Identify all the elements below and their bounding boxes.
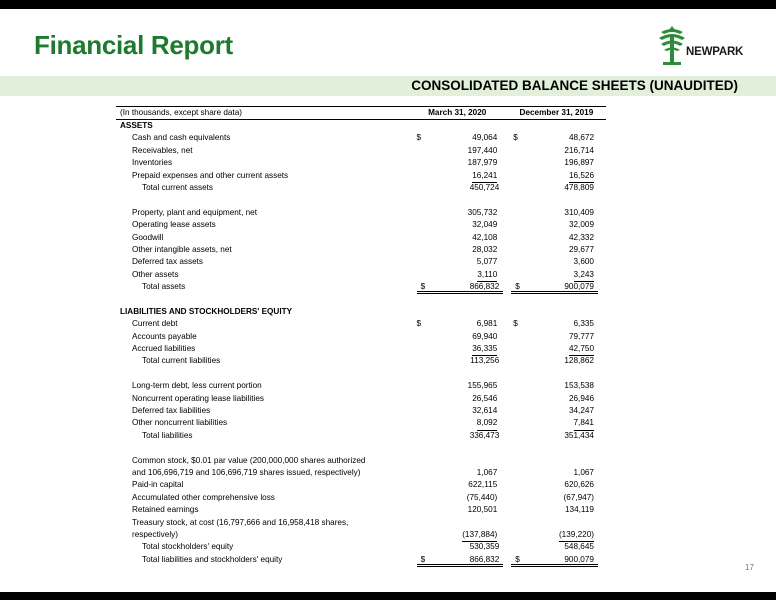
- value-cell-dec-2019: [509, 194, 606, 206]
- row-label: [116, 368, 413, 380]
- value-cell-mar-2020: [413, 529, 510, 541]
- value-cell-dec-2019: [509, 207, 606, 219]
- row-value: 450,724: [469, 182, 500, 192]
- row-value: 48,672: [568, 133, 594, 143]
- row-value: 7,841: [574, 417, 595, 430]
- value-cell-mar-2020: [413, 207, 510, 219]
- value-cell-mar-2020: [413, 343, 510, 355]
- value-cell-mar-2020: [413, 157, 510, 169]
- table-row: [116, 170, 606, 182]
- value-cell-mar-2020: [413, 194, 510, 206]
- row-label: Property, plant and equipment, net: [132, 207, 258, 217]
- table-row: [116, 132, 606, 144]
- table-row: [116, 442, 606, 454]
- value-cell-dec-2019: [509, 405, 606, 417]
- value-cell-mar-2020: [413, 417, 510, 429]
- value-cell-mar-2020: [413, 132, 510, 144]
- row-value: 32,009: [568, 220, 594, 230]
- currency-symbol: $: [515, 554, 520, 564]
- units-label: (In thousands, except share data): [120, 108, 242, 117]
- row-value: 351,434: [564, 430, 594, 440]
- currency-symbol: $: [420, 282, 426, 292]
- value-cell-dec-2019: [509, 232, 606, 244]
- row-label: [116, 194, 413, 206]
- table-row: [116, 492, 606, 504]
- page-number: 17: [745, 563, 754, 572]
- value-cell-mar-2020: [413, 405, 510, 417]
- value-cell-dec-2019: [509, 417, 606, 429]
- table-row: [116, 517, 606, 529]
- table-row: [116, 541, 606, 553]
- value-cell-dec-2019: [509, 504, 606, 516]
- table-row: [116, 430, 606, 442]
- value-cell-mar-2020: [417, 355, 512, 367]
- row-label: Other assets: [132, 269, 179, 279]
- value-cell-dec-2019: [509, 157, 606, 169]
- value-cell-dec-2019: [507, 120, 606, 132]
- sheet-subtitle: CONSOLIDATED BALANCE SHEETS (UNAUDITED): [411, 78, 738, 93]
- table-row: [116, 293, 606, 305]
- row-label: Total stockholders' equity: [142, 542, 234, 552]
- table-row: [116, 182, 606, 194]
- row-value: 197,440: [467, 145, 498, 155]
- row-value: 49,064: [472, 133, 498, 143]
- table-body: [116, 120, 606, 566]
- currency-symbol: $: [416, 133, 422, 143]
- row-value: 32,049: [472, 220, 498, 230]
- table-row: [116, 306, 606, 318]
- row-value: 69,940: [472, 331, 498, 341]
- value-cell-mar-2020: [413, 455, 510, 467]
- row-label: Current debt: [132, 319, 178, 329]
- row-value: 16,241: [472, 170, 497, 183]
- row-label: Accounts payable: [132, 331, 197, 341]
- row-label: Long-term debt, less current portion: [132, 381, 262, 391]
- table-row: [116, 219, 606, 231]
- row-value: 478,809: [564, 182, 594, 192]
- value-cell-mar-2020: [413, 479, 510, 491]
- table-row: [116, 120, 606, 132]
- bottom-border-bar: [0, 592, 776, 600]
- table-row: [116, 269, 606, 281]
- value-cell-mar-2020: [413, 331, 510, 343]
- row-value: 530,359: [469, 542, 500, 552]
- row-value: 216,714: [564, 145, 594, 155]
- row-value: 155,965: [467, 381, 498, 391]
- row-value: 120,501: [467, 505, 498, 515]
- table-row: [116, 529, 606, 541]
- row-value: 622,115: [468, 480, 498, 490]
- row-label: ASSETS: [120, 121, 153, 130]
- currency-symbol: $: [513, 319, 518, 329]
- row-value: (75,440): [466, 492, 498, 502]
- row-label: Common stock, $0.01 par value (200,000,000 shares authorized: [132, 455, 366, 465]
- value-cell-mar-2020: [413, 145, 510, 157]
- table-row: [116, 244, 606, 256]
- value-cell-mar-2020: [413, 368, 510, 380]
- value-cell-dec-2019: [509, 455, 606, 467]
- row-value: 42,332: [568, 232, 594, 242]
- row-value: 196,897: [564, 158, 594, 168]
- value-cell-dec-2019: [511, 430, 606, 442]
- balance-sheet-table: [116, 106, 606, 566]
- row-value: (137,884): [462, 529, 497, 542]
- value-cell-mar-2020: [417, 281, 512, 293]
- table-row: [116, 207, 606, 219]
- row-value: 305,732: [467, 207, 498, 217]
- table-row: [116, 343, 606, 355]
- value-cell-dec-2019: [509, 393, 606, 405]
- value-cell-dec-2019: [509, 256, 606, 268]
- row-value: 26,546: [472, 393, 498, 403]
- row-value: 3,243: [574, 269, 595, 282]
- value-cell-mar-2020: [413, 232, 510, 244]
- row-value: 8,092: [477, 417, 498, 430]
- row-value: (139,220): [559, 529, 594, 542]
- top-border-bar: [0, 0, 776, 9]
- value-cell-mar-2020: [413, 256, 510, 268]
- value-cell-mar-2020: [417, 430, 512, 442]
- row-value: (67,947): [563, 492, 594, 502]
- currency-symbol: $: [416, 319, 422, 329]
- row-value: 128,862: [564, 356, 594, 366]
- value-cell-dec-2019: [509, 467, 606, 479]
- row-label: [116, 293, 413, 305]
- row-value: 34,247: [568, 405, 594, 415]
- value-cell-dec-2019: [511, 541, 606, 553]
- table-row: [116, 194, 606, 206]
- row-label: respectively): [132, 529, 178, 539]
- row-value: 134,119: [565, 505, 594, 515]
- table-row: [116, 479, 606, 491]
- currency-symbol: $: [420, 554, 426, 564]
- row-label: Other noncurrent liabilities: [132, 418, 228, 428]
- table-row: [116, 467, 606, 479]
- row-value: 900,079: [564, 554, 594, 564]
- table-row: [116, 355, 606, 367]
- row-label: Total assets: [142, 282, 186, 292]
- row-value: 5,077: [476, 257, 498, 267]
- value-cell-dec-2019: [509, 318, 606, 330]
- table-row: [116, 380, 606, 392]
- value-cell-mar-2020: [413, 504, 510, 516]
- row-value: 6,335: [573, 319, 594, 329]
- table-row: [116, 157, 606, 169]
- table-row: [116, 554, 606, 566]
- value-cell-dec-2019: [509, 145, 606, 157]
- row-label: Deferred tax liabilities: [132, 405, 211, 415]
- row-label: Total current liabilities: [142, 356, 221, 366]
- column-header-mar-2020: March 31, 2020: [428, 108, 487, 117]
- value-cell-dec-2019: [509, 343, 606, 355]
- row-value: 620,626: [564, 480, 594, 490]
- row-value: 16,526: [569, 170, 594, 183]
- value-cell-dec-2019: [509, 170, 606, 182]
- row-label: Paid-in capital: [132, 480, 184, 490]
- row-value: 36,335: [472, 343, 497, 356]
- value-cell-dec-2019: [509, 244, 606, 256]
- value-cell-mar-2020: [413, 318, 510, 330]
- row-label: LIABILITIES AND STOCKHOLDERS' EQUITY: [120, 306, 293, 316]
- row-value: 900,079: [564, 282, 594, 292]
- table-row: [116, 232, 606, 244]
- row-label: Total liabilities: [142, 430, 193, 440]
- row-label: Accumulated other comprehensive loss: [132, 492, 275, 502]
- row-label: Prepaid expenses and other current assets: [132, 170, 289, 180]
- value-cell-mar-2020: [413, 492, 510, 504]
- row-value: 1,067: [476, 467, 498, 477]
- row-value: 26,946: [568, 393, 594, 403]
- row-value: 113,256: [470, 356, 500, 366]
- row-value: 32,614: [472, 405, 498, 415]
- value-cell-dec-2019: [509, 269, 606, 281]
- row-value: 336,473: [469, 430, 500, 440]
- row-value: 6,981: [476, 319, 498, 329]
- row-label: Accrued liabilities: [132, 344, 196, 354]
- row-value: 42,750: [569, 343, 594, 356]
- row-label: Inventories: [132, 158, 173, 168]
- row-label: Other intangible assets, net: [132, 244, 232, 254]
- value-cell-mar-2020: [413, 442, 510, 454]
- value-cell-dec-2019: [509, 380, 606, 392]
- value-cell-mar-2020: [408, 306, 507, 318]
- value-cell-dec-2019: [509, 492, 606, 504]
- row-value: 866,832: [469, 554, 500, 564]
- table-row: [116, 145, 606, 157]
- row-label: Retained earnings: [132, 505, 199, 515]
- value-cell-dec-2019: [511, 182, 606, 194]
- value-cell-dec-2019: [509, 529, 606, 541]
- table-row: [116, 331, 606, 343]
- row-label: Noncurrent operating lease liabilities: [132, 393, 264, 403]
- row-value: 310,409: [564, 207, 594, 217]
- row-label: Operating lease assets: [132, 220, 216, 230]
- table-row: [116, 393, 606, 405]
- value-cell-dec-2019: [509, 442, 606, 454]
- row-label: Total liabilities and stockholders' equity: [142, 554, 283, 564]
- row-label: Treasury stock, at cost (16,797,666 and 16,958,418 shares,: [132, 517, 349, 527]
- row-value: 1,067: [573, 467, 594, 477]
- table-row: [116, 256, 606, 268]
- row-value: 153,538: [564, 381, 594, 391]
- value-cell-mar-2020: [417, 182, 512, 194]
- row-label: and 106,696,719 and 106,696,719 shares issued, respectively): [132, 467, 361, 477]
- value-cell-mar-2020: [413, 380, 510, 392]
- table-row: [116, 281, 606, 293]
- value-cell-mar-2020: [417, 554, 512, 566]
- value-cell-dec-2019: [509, 368, 606, 380]
- row-label: Receivables, net: [132, 145, 193, 155]
- row-label: [116, 442, 413, 454]
- row-value: 79,777: [568, 331, 594, 341]
- newpark-tree-logo-icon: [657, 24, 737, 66]
- row-value: 29,677: [568, 244, 594, 254]
- value-cell-dec-2019: [511, 355, 606, 367]
- value-cell-dec-2019: [509, 219, 606, 231]
- row-value: 187,979: [467, 158, 498, 168]
- row-label: Goodwill: [132, 232, 164, 242]
- row-value: 42,108: [472, 232, 498, 242]
- row-label: Total current assets: [142, 182, 213, 192]
- value-cell-mar-2020: [413, 219, 510, 231]
- logo-wordmark: NEWPARK: [686, 46, 744, 58]
- row-value: 866,832: [469, 282, 500, 292]
- value-cell-dec-2019: [509, 479, 606, 491]
- table-row: [116, 417, 606, 429]
- value-cell-dec-2019: [509, 517, 606, 529]
- table-header-row: [116, 106, 606, 120]
- value-cell-mar-2020: [413, 467, 510, 479]
- row-value: 548,645: [564, 542, 594, 552]
- row-value: 3,600: [573, 257, 594, 267]
- value-cell-mar-2020: [408, 120, 507, 132]
- table-row: [116, 455, 606, 467]
- value-cell-mar-2020: [413, 269, 510, 281]
- row-value: 3,110: [477, 269, 497, 282]
- currency-symbol: $: [515, 282, 520, 292]
- value-cell-dec-2019: [509, 132, 606, 144]
- value-cell-dec-2019: [509, 331, 606, 343]
- table-row: [116, 504, 606, 516]
- currency-symbol: $: [513, 133, 518, 143]
- page-title: Financial Report: [34, 30, 233, 60]
- table-row: [116, 318, 606, 330]
- value-cell-mar-2020: [413, 293, 510, 305]
- value-cell-dec-2019: [507, 306, 606, 318]
- value-cell-dec-2019: [511, 281, 606, 293]
- value-cell-dec-2019: [509, 293, 606, 305]
- value-cell-mar-2020: [413, 517, 510, 529]
- value-cell-mar-2020: [413, 393, 510, 405]
- table-row: [116, 368, 606, 380]
- table-row: [116, 405, 606, 417]
- value-cell-dec-2019: [511, 554, 606, 566]
- row-label: Deferred tax assets: [132, 257, 203, 267]
- column-header-dec-2019: December 31, 2019: [519, 108, 594, 117]
- value-cell-mar-2020: [417, 541, 512, 553]
- row-value: 28,032: [472, 244, 498, 254]
- row-label: Cash and cash equivalents: [132, 133, 231, 143]
- value-cell-mar-2020: [413, 244, 510, 256]
- value-cell-mar-2020: [413, 170, 510, 182]
